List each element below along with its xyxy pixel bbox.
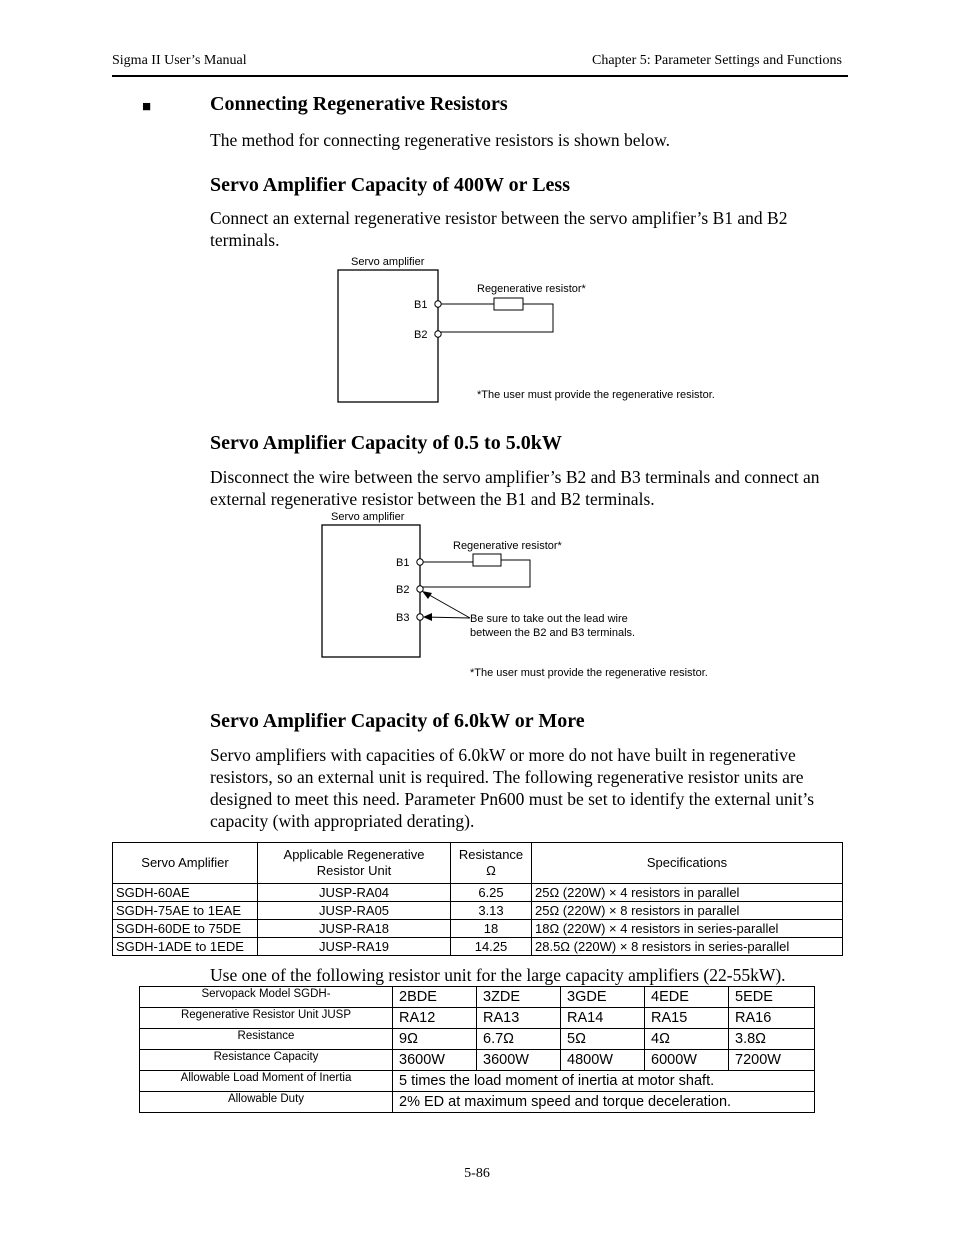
diagram2-amp-label: Servo amplifier	[331, 511, 405, 523]
spec-cell-specification: 18Ω (220W) × 4 resistors in series-parallel	[532, 920, 843, 938]
large-row-label-resistance: Resistance	[140, 1029, 393, 1050]
large-row-label-capacity: Resistance Capacity	[140, 1050, 393, 1071]
table-row	[140, 1092, 815, 1113]
spec-cell-specification: 25Ω (220W) × 4 resistors in parallel	[532, 884, 843, 902]
large-cell: 6000W	[645, 1050, 729, 1071]
large-cell: 2BDE	[393, 987, 477, 1008]
page-number: 5-86	[464, 1166, 490, 1181]
diagram1-terminal-b2: B2	[414, 329, 428, 341]
diagram-400w	[330, 252, 770, 410]
large-row-label-duty: Allowable Duty	[140, 1092, 393, 1113]
sub1-text: Connect an external regenerative resistor between the servo amplifier’s B1 and B2 terminals.	[210, 208, 788, 250]
spec-cell-unit: JUSP-RA18	[258, 920, 451, 938]
large-row-label-model: Servopack Model SGDH-	[140, 987, 393, 1008]
large-cell: 3ZDE	[477, 987, 561, 1008]
table-row	[140, 1050, 815, 1071]
diagram2-terminal-b3: B3	[396, 612, 410, 624]
regenerative-unit-spec-table	[112, 842, 843, 956]
large-cell: RA16	[729, 1008, 815, 1029]
large-cell: RA15	[645, 1008, 729, 1029]
large-cell: 4Ω	[645, 1029, 729, 1050]
diagram2-resistor-icon	[473, 554, 501, 566]
large-cell: RA13	[477, 1008, 561, 1029]
large-row-label-inertia: Allowable Load Moment of Inertia	[140, 1071, 393, 1092]
table-row	[113, 938, 843, 956]
section-title: Connecting Regenerative Resistors	[210, 93, 508, 115]
diagram2-resistor-label: Regenerative resistor*	[453, 540, 562, 552]
sub2-text: Disconnect the wire between the servo amplifier’s B2 and B3 terminals and connect an external regenerative resistor between the B1 and B2 terminals.	[210, 467, 820, 509]
header-manual-title: Sigma II User’s Manual	[112, 53, 247, 68]
large-cell: 4EDE	[645, 987, 729, 1008]
spec-table-header-row	[113, 843, 843, 884]
large-cell: 5Ω	[561, 1029, 645, 1050]
spec-cell-resistance: 14.25	[451, 938, 532, 956]
table-row	[140, 1029, 815, 1050]
large-cell: 5EDE	[729, 987, 815, 1008]
header-rule	[112, 75, 848, 77]
spec-cell-unit: JUSP-RA19	[258, 938, 451, 956]
diagram2-b1-terminal-icon	[417, 559, 423, 565]
spec-cell-specification: 28.5Ω (220W) × 8 resistors in series-parallel	[532, 938, 843, 956]
large-cell-inertia: 5 times the load moment of inertia at motor shaft.	[393, 1071, 815, 1092]
large-row-label-unit: Regenerative Resistor Unit JUSP	[140, 1008, 393, 1029]
large-capacity-resistor-table	[139, 986, 815, 1113]
diagram2-terminal-b1: B1	[396, 557, 410, 569]
large-cell: 3GDE	[561, 987, 645, 1008]
spec-cell-amplifier: SGDH-60DE to 75DE	[113, 920, 258, 938]
section-intro: The method for connecting regenerative resistors is shown below.	[210, 130, 671, 150]
section-bullet-icon: ■	[142, 98, 152, 115]
spec-cell-unit: JUSP-RA04	[258, 884, 451, 902]
diagram1-amp-label: Servo amplifier	[351, 256, 425, 268]
large-cell: 3600W	[393, 1050, 477, 1071]
spec-cell-resistance: 3.13	[451, 902, 532, 920]
large-cell: 6.7Ω	[477, 1029, 561, 1050]
diagram2-callout-line1: Be sure to take out the lead wire	[470, 613, 628, 625]
spec-cell-amplifier: SGDH-1ADE to 1EDE	[113, 938, 258, 956]
spec-cell-unit: JUSP-RA05	[258, 902, 451, 920]
large-cell: RA12	[393, 1008, 477, 1029]
diagram1-terminal-b1: B1	[414, 299, 428, 311]
large-cell: RA14	[561, 1008, 645, 1029]
diagram2-b3-terminal-icon	[417, 614, 423, 620]
large-cell: 3600W	[477, 1050, 561, 1071]
sub2-title: Servo Amplifier Capacity of 0.5 to 5.0kW	[210, 432, 562, 454]
sub3-title: Servo Amplifier Capacity of 6.0kW or More	[210, 710, 585, 732]
large-cell: 9Ω	[393, 1029, 477, 1050]
spec-cell-amplifier: SGDH-75AE to 1EAE	[113, 902, 258, 920]
spec-cell-amplifier: SGDH-60AE	[113, 884, 258, 902]
spec-cell-resistance: 18	[451, 920, 532, 938]
spec-header-servo-amplifier: Servo Amplifier	[113, 843, 258, 884]
spec-header-resistance: Resistance Ω	[451, 843, 532, 884]
diagram2-arrowhead-b2-icon	[422, 591, 432, 599]
sub3-text: Servo amplifiers with capacities of 6.0kW or more do not have built in regenerative resistors, so an external unit is required. The following regenerative resistor units are designed to meet this need. Parameter Pn600 must be set to identify the external unit’s capacity (with appropriated derating).	[210, 745, 815, 831]
large-cell-duty: 2% ED at maximum speed and torque deceleration.	[393, 1092, 815, 1113]
large-cell: 3.8Ω	[729, 1029, 815, 1050]
diagram1-resistor-label: Regenerative resistor*	[477, 283, 586, 295]
diagram2-terminal-b2: B2	[396, 584, 410, 596]
diagram1-note: *The user must provide the regenerative resistor.	[477, 389, 715, 401]
diagram1-resistor-icon	[494, 298, 523, 310]
diagram2-note: *The user must provide the regenerative resistor.	[470, 667, 708, 679]
diagram1-b2-terminal-icon	[435, 331, 441, 337]
spec-header-resistor-unit: Applicable Regenerative Resistor Unit	[258, 843, 451, 884]
diagram-0-5-to-5kw	[314, 507, 754, 682]
spec-cell-specification: 25Ω (220W) × 8 resistors in parallel	[532, 902, 843, 920]
diagram1-b1-terminal-icon	[435, 301, 441, 307]
table-row	[140, 1008, 815, 1029]
spec-header-specifications: Specifications	[532, 843, 843, 884]
table-row	[140, 1071, 815, 1092]
table-row	[140, 987, 815, 1008]
table-row	[113, 920, 843, 938]
large-cell: 4800W	[561, 1050, 645, 1071]
diagram2-arrowhead-b3-icon	[423, 613, 432, 621]
diagram2-callout-line2: between the B2 and B3 terminals.	[470, 627, 636, 639]
table-row	[113, 902, 843, 920]
spec-cell-resistance: 6.25	[451, 884, 532, 902]
table-row	[113, 884, 843, 902]
large-cell: 7200W	[729, 1050, 815, 1071]
sub1-title: Servo Amplifier Capacity of 400W or Less	[210, 174, 570, 196]
header-chapter-title: Chapter 5: Parameter Settings and Functions	[591, 53, 842, 68]
large-capacity-intro: Use one of the following resistor unit for the large capacity amplifiers (22-55kW).	[210, 965, 786, 985]
